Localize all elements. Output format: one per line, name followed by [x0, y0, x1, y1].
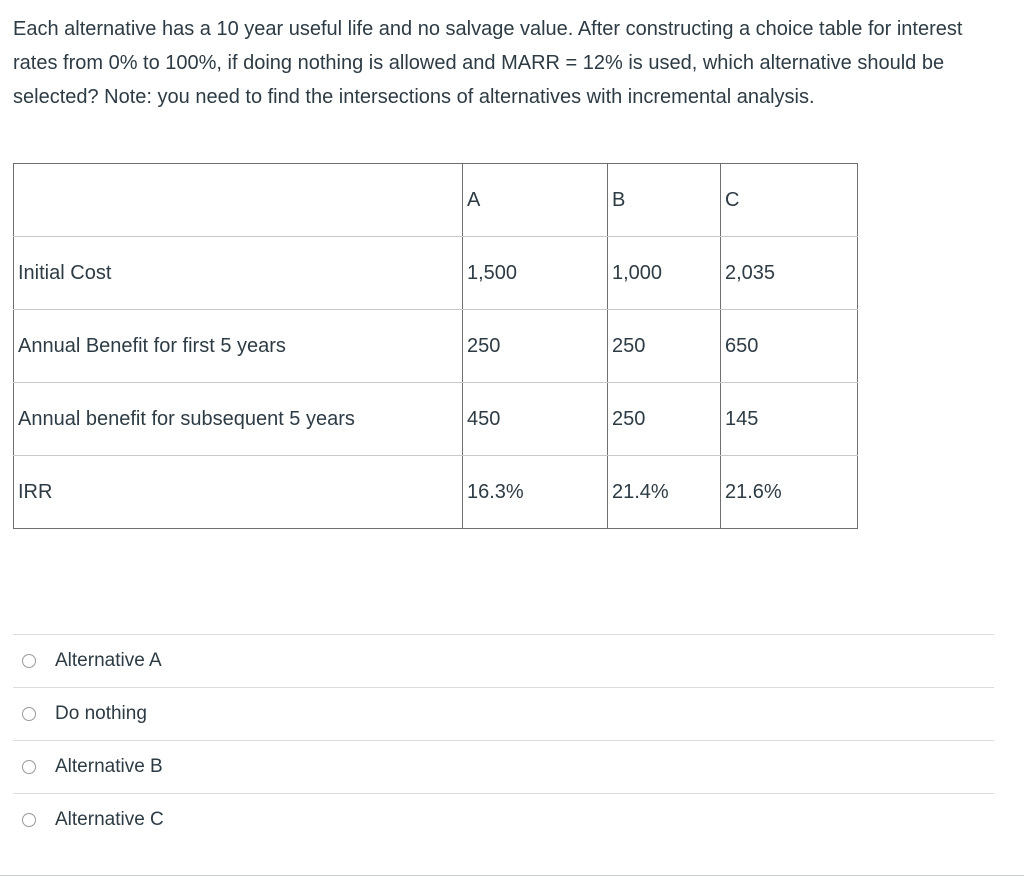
table-cell: 250: [463, 310, 608, 383]
row-label: IRR: [14, 456, 463, 529]
radio-button[interactable]: [22, 760, 36, 774]
radio-button[interactable]: [22, 654, 36, 668]
table-cell: 16.3%: [463, 456, 608, 529]
table-cell: 21.4%: [608, 456, 721, 529]
answer-options: [13, 634, 994, 846]
answer-label[interactable]: Alternative B: [55, 756, 163, 777]
answer-option-alternative-b[interactable]: [13, 740, 994, 793]
table-cell: 650: [721, 310, 858, 383]
table-row: [14, 383, 858, 456]
table-header-cell: B: [608, 164, 721, 237]
table-cell: 1,500: [463, 237, 608, 310]
row-label: Initial Cost: [14, 237, 463, 310]
table-header-cell: [14, 164, 463, 237]
bottom-divider: [0, 875, 1024, 876]
radio-button[interactable]: [22, 813, 36, 827]
table-row: [14, 237, 858, 310]
answer-label[interactable]: Do nothing: [55, 703, 147, 724]
answer-option-alternative-a[interactable]: [13, 634, 994, 687]
table-cell: 450: [463, 383, 608, 456]
table-header-cell: C: [721, 164, 858, 237]
table-row: [14, 310, 858, 383]
table-header-row: [14, 164, 858, 237]
table-cell: 21.6%: [725, 480, 782, 503]
answer-option-do-nothing[interactable]: [13, 687, 994, 740]
answer-label[interactable]: Alternative A: [55, 650, 162, 671]
table-cell: 2,035: [721, 237, 858, 310]
question-text: Each alternative has a 10 year useful life and no salvage value. After constructing a choice table for interest rates from 0% to 100%, if doing nothing is allowed and MARR = 12% is used, which alternative should be selected? Note: you need to find the intersections of alternatives with incremental analysis.: [13, 18, 963, 108]
table-cell: 250: [608, 383, 721, 456]
table-cell: 1,000: [608, 237, 721, 310]
table-header-cell: A: [463, 164, 608, 237]
radio-button[interactable]: [22, 707, 36, 721]
row-label: Annual benefit for subsequent 5 years: [14, 383, 463, 456]
row-label: Annual Benefit for first 5 years: [14, 310, 463, 383]
answer-label[interactable]: Alternative C: [55, 809, 164, 830]
table-cell: 145: [721, 383, 858, 456]
alternatives-table: [13, 163, 858, 529]
table-row: [14, 456, 858, 529]
answer-option-alternative-c[interactable]: [13, 793, 994, 846]
table-cell: 250: [608, 310, 721, 383]
